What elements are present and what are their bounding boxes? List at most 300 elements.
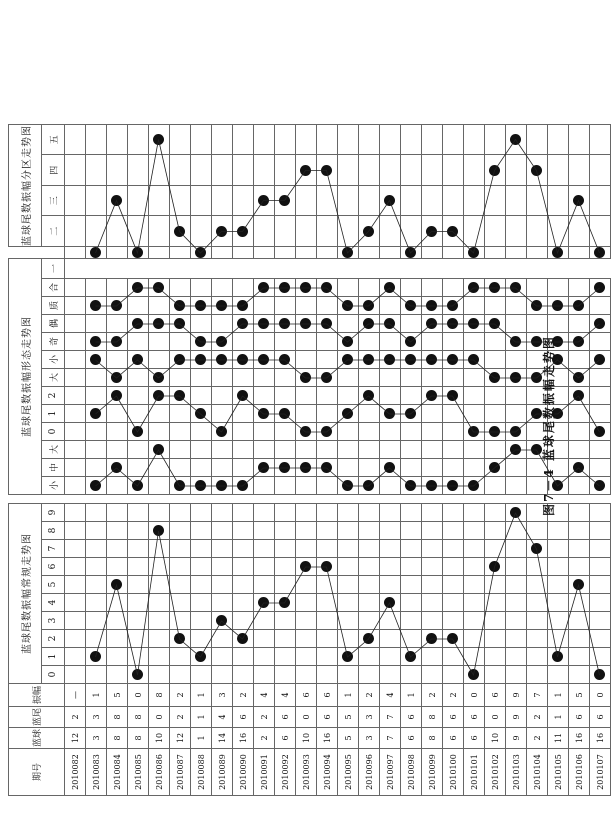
omission-cell (254, 630, 275, 648)
omission-cell (65, 540, 86, 558)
omission-cell (443, 612, 464, 630)
hit-dot (447, 354, 458, 365)
omission-cell (317, 612, 338, 630)
omission-cell (296, 576, 317, 594)
omission-cell (443, 648, 464, 666)
period-cell: 2010104 (527, 749, 548, 796)
table-row (443, 125, 464, 796)
omission-cell (401, 459, 422, 477)
omission-cell (506, 558, 527, 576)
omission-cell (380, 666, 401, 684)
omission-cell (380, 423, 401, 441)
gap-cell (212, 495, 233, 504)
figure-caption: 图7－4 蓝球尾数振幅走势图 (542, 335, 556, 516)
hit-mark (86, 648, 107, 666)
hit-mark (254, 186, 275, 217)
omission-cell (506, 315, 527, 333)
gap-cell (506, 259, 527, 279)
omission-cell (338, 666, 359, 684)
hit-dot (153, 444, 164, 455)
gap-cell (590, 259, 611, 279)
amplitude-cell: 8 (149, 684, 170, 707)
omission-cell (359, 186, 380, 217)
hit-mark (590, 351, 611, 369)
hit-dot (321, 318, 332, 329)
omission-cell (548, 279, 569, 297)
omission-cell (317, 247, 338, 259)
omission-cell (485, 333, 506, 351)
hit-mark (359, 351, 380, 369)
omission-cell (107, 216, 128, 247)
hit-dot (174, 390, 185, 401)
hit-mark (296, 558, 317, 576)
table-row (338, 125, 359, 796)
omission-cell (443, 279, 464, 297)
hit-dot (300, 561, 311, 572)
hit-mark (485, 423, 506, 441)
hit-mark (149, 315, 170, 333)
omission-cell (485, 594, 506, 612)
omission-cell (107, 594, 128, 612)
omission-cell (191, 125, 212, 156)
hit-dot (468, 480, 479, 491)
col-digit-9: 9 (42, 504, 65, 522)
hit-mark (380, 279, 401, 297)
omission-cell (212, 594, 233, 612)
hit-dot (258, 318, 269, 329)
omission-cell (485, 441, 506, 459)
omission-cell (548, 522, 569, 540)
omission-cell (506, 297, 527, 315)
tail-cell: 2 (527, 707, 548, 728)
hit-dot (132, 318, 143, 329)
hit-dot (342, 247, 353, 258)
omission-cell (548, 666, 569, 684)
omission-cell (86, 459, 107, 477)
omission-cell (485, 297, 506, 315)
omission-cell (317, 630, 338, 648)
period-cell: 2010089 (212, 749, 233, 796)
hit-dot (153, 282, 164, 293)
omission-cell (254, 423, 275, 441)
hit-dot (468, 669, 479, 680)
amplitude-cell: 4 (254, 684, 275, 707)
tail-cell: 8 (107, 707, 128, 728)
gap-cell (191, 495, 212, 504)
omission-cell (254, 648, 275, 666)
hit-dot (132, 247, 143, 258)
hit-dot (237, 390, 248, 401)
omission-cell (443, 405, 464, 423)
omission-cell (359, 612, 380, 630)
omission-cell (254, 540, 275, 558)
hit-dot (216, 615, 227, 626)
omission-cell (506, 477, 527, 495)
gap-cell (569, 259, 590, 279)
hit-dot (195, 651, 206, 662)
amplitude-header: 振幅 (9, 684, 65, 707)
period-cell: 2010084 (107, 749, 128, 796)
omission-cell (170, 504, 191, 522)
hit-mark (233, 630, 254, 648)
hit-dot (90, 354, 101, 365)
omission-cell (569, 648, 590, 666)
omission-cell (296, 648, 317, 666)
hit-mark (233, 477, 254, 495)
omission-cell (170, 540, 191, 558)
omission-cell (212, 558, 233, 576)
omission-cell (359, 576, 380, 594)
hit-mark (443, 216, 464, 247)
omission-cell (422, 522, 443, 540)
omission-cell (65, 477, 86, 495)
gap-cell (401, 259, 422, 279)
hit-mark (380, 459, 401, 477)
hit-dot (174, 633, 185, 644)
omission-cell (338, 387, 359, 405)
omission-cell (506, 594, 527, 612)
hit-mark (212, 477, 233, 495)
table-row (86, 125, 107, 796)
omission-cell (338, 522, 359, 540)
blue-cell: 16 (569, 728, 590, 749)
omission-cell (569, 477, 590, 495)
hit-dot (237, 480, 248, 491)
hit-dot (594, 426, 605, 437)
hit-dot (405, 300, 416, 311)
omission-cell (464, 333, 485, 351)
blue-cell: 9 (506, 728, 527, 749)
gap-cell (380, 259, 401, 279)
hit-mark (275, 315, 296, 333)
omission-cell (506, 186, 527, 217)
table-row (464, 125, 485, 796)
table-row (380, 125, 401, 796)
hit-dot (174, 226, 185, 237)
hit-dot (552, 651, 563, 662)
omission-cell (128, 558, 149, 576)
hit-dot (426, 480, 437, 491)
omission-cell (233, 441, 254, 459)
hit-dot (279, 282, 290, 293)
omission-cell (233, 333, 254, 351)
hit-mark (464, 477, 485, 495)
omission-cell (443, 459, 464, 477)
omission-cell (590, 186, 611, 217)
hit-dot (468, 318, 479, 329)
gap-cell (569, 495, 590, 504)
hit-mark (191, 247, 212, 259)
hit-mark (149, 279, 170, 297)
omission-cell (527, 522, 548, 540)
tail-cell: 1 (191, 707, 212, 728)
hit-dot (468, 282, 479, 293)
omission-cell (86, 522, 107, 540)
omission-cell (422, 666, 443, 684)
tail-cell: 6 (569, 707, 590, 728)
gap-cell (65, 495, 86, 504)
hit-dot (321, 282, 332, 293)
hit-dot (573, 390, 584, 401)
hit-dot (405, 480, 416, 491)
omission-cell (380, 648, 401, 666)
amplitude-cell: 1 (548, 684, 569, 707)
hit-mark (191, 477, 212, 495)
amplitude-cell: 2 (422, 684, 443, 707)
gap-cell (107, 495, 128, 504)
omission-cell (296, 522, 317, 540)
hit-dot (300, 462, 311, 473)
omission-cell (338, 315, 359, 333)
hit-dot (384, 318, 395, 329)
hit-dot (594, 669, 605, 680)
hit-dot (258, 354, 269, 365)
omission-cell (86, 540, 107, 558)
col-digit-3: 3 (42, 612, 65, 630)
omission-cell (275, 522, 296, 540)
hit-mark (506, 125, 527, 156)
hit-dot (111, 300, 122, 311)
omission-cell (128, 648, 149, 666)
omission-cell (380, 155, 401, 186)
hit-mark (401, 333, 422, 351)
omission-cell (296, 297, 317, 315)
omission-cell (443, 540, 464, 558)
tail-cell: 4 (212, 707, 233, 728)
hit-mark (506, 333, 527, 351)
hit-dot (90, 247, 101, 258)
omission-cell (128, 186, 149, 217)
omission-cell (212, 576, 233, 594)
gap-cell (233, 259, 254, 279)
omission-cell (506, 405, 527, 423)
hit-mark (464, 423, 485, 441)
omission-cell (359, 594, 380, 612)
hit-mark (380, 351, 401, 369)
tail-cell: 2 (65, 707, 86, 728)
omission-cell (485, 522, 506, 540)
gap-cell (86, 495, 107, 504)
omission-cell (485, 666, 506, 684)
hit-mark (296, 369, 317, 387)
hit-mark (233, 216, 254, 247)
hit-mark (296, 279, 317, 297)
hit-dot (573, 579, 584, 590)
hit-dot (384, 354, 395, 365)
tail-cell: 3 (359, 707, 380, 728)
gap-cell (254, 259, 275, 279)
omission-cell (233, 612, 254, 630)
hit-dot (174, 480, 185, 491)
omission-cell (149, 477, 170, 495)
hit-dot (594, 247, 605, 258)
hit-dot (132, 282, 143, 293)
hit-dot (153, 134, 164, 145)
omission-cell (128, 504, 149, 522)
omission-cell (443, 504, 464, 522)
omission-cell (317, 441, 338, 459)
omission-cell (296, 216, 317, 247)
hit-dot (153, 525, 164, 536)
omission-cell (464, 297, 485, 315)
col-zone-3: 四 (42, 155, 65, 186)
hit-dot (363, 480, 374, 491)
gap-cell (149, 495, 170, 504)
col-oddeven-0: 奇 (42, 333, 65, 351)
hit-mark (548, 297, 569, 315)
omission-cell (527, 576, 548, 594)
col-primecomp-0: 质 (42, 297, 65, 315)
blue-cell: 2 (254, 728, 275, 749)
omission-cell (359, 155, 380, 186)
hit-mark (338, 333, 359, 351)
omission-cell (86, 558, 107, 576)
hit-dot (405, 651, 416, 662)
omission-cell (422, 648, 443, 666)
omission-cell (422, 155, 443, 186)
tail-cell: 6 (275, 707, 296, 728)
omission-cell (506, 216, 527, 247)
hit-mark (506, 369, 527, 387)
hit-mark (590, 247, 611, 259)
omission-cell (107, 522, 128, 540)
omission-cell (569, 315, 590, 333)
omission-cell (86, 387, 107, 405)
hit-mark (296, 459, 317, 477)
gap-cell (485, 495, 506, 504)
hit-dot (237, 300, 248, 311)
omission-cell (191, 459, 212, 477)
omission-cell (275, 576, 296, 594)
omission-cell (506, 648, 527, 666)
hit-mark (296, 155, 317, 186)
blue-cell: 10 (485, 728, 506, 749)
hit-dot (258, 408, 269, 419)
hit-mark (275, 186, 296, 217)
hit-dot (216, 336, 227, 347)
omission-cell (212, 630, 233, 648)
hit-dot (279, 195, 290, 206)
omission-cell (317, 186, 338, 217)
omission-cell (233, 540, 254, 558)
omission-cell (107, 351, 128, 369)
amplitude-cell: 1 (86, 684, 107, 707)
hit-mark (359, 630, 380, 648)
omission-cell (359, 423, 380, 441)
omission-cell (296, 630, 317, 648)
amplitude-cell: 9 (506, 684, 527, 707)
omission-cell (254, 333, 275, 351)
omission-cell (191, 387, 212, 405)
hit-mark (485, 279, 506, 297)
omission-cell (65, 441, 86, 459)
hit-dot (90, 300, 101, 311)
omission-cell (338, 125, 359, 156)
hit-dot (342, 651, 353, 662)
omission-cell (506, 666, 527, 684)
table-row (317, 125, 338, 796)
omission-cell (590, 155, 611, 186)
table-row (359, 125, 380, 796)
omission-cell (233, 576, 254, 594)
omission-cell (401, 369, 422, 387)
omission-cell (296, 186, 317, 217)
omission-cell (191, 441, 212, 459)
omission-cell (569, 612, 590, 630)
omission-cell (401, 594, 422, 612)
omission-cell (485, 405, 506, 423)
omission-cell (527, 216, 548, 247)
omission-cell (296, 666, 317, 684)
gap-cell (212, 259, 233, 279)
gap-cell (86, 259, 107, 279)
hit-dot (363, 390, 374, 401)
omission-cell (254, 612, 275, 630)
hit-mark (254, 315, 275, 333)
table-row (590, 125, 611, 796)
hit-mark (590, 315, 611, 333)
hit-mark (338, 648, 359, 666)
hit-mark (296, 423, 317, 441)
hit-dot (510, 426, 521, 437)
omission-cell (422, 540, 443, 558)
blue-cell: 11 (548, 728, 569, 749)
amplitude-cell: 6 (485, 684, 506, 707)
hit-dot (510, 372, 521, 383)
omission-cell (149, 630, 170, 648)
hit-dot (195, 480, 206, 491)
omission-cell (422, 612, 443, 630)
hit-mark (527, 540, 548, 558)
omission-cell (107, 155, 128, 186)
hit-mark (275, 351, 296, 369)
omission-cell (296, 387, 317, 405)
omission-cell (86, 279, 107, 297)
hit-dot (531, 543, 542, 554)
hit-mark (506, 504, 527, 522)
omission-cell (569, 125, 590, 156)
hit-dot (216, 426, 227, 437)
omission-cell (191, 558, 212, 576)
omission-cell (401, 540, 422, 558)
omission-cell (317, 666, 338, 684)
omission-cell (233, 405, 254, 423)
omission-cell (464, 155, 485, 186)
hit-dot (132, 354, 143, 365)
period-cell: 2010102 (485, 749, 506, 796)
omission-cell (443, 247, 464, 259)
hit-mark (170, 315, 191, 333)
omission-cell (443, 333, 464, 351)
hit-mark (422, 297, 443, 315)
hit-dot (510, 336, 521, 347)
hit-mark (149, 522, 170, 540)
hit-mark (191, 405, 212, 423)
omission-cell (443, 522, 464, 540)
omission-cell (569, 423, 590, 441)
hit-dot (489, 426, 500, 437)
amplitude-cell: — (65, 684, 86, 707)
omission-cell (443, 576, 464, 594)
tail-cell: 6 (233, 707, 254, 728)
amplitude-cell: 3 (212, 684, 233, 707)
hit-mark (107, 459, 128, 477)
table-row (149, 125, 170, 796)
omission-cell (401, 125, 422, 156)
col-primecomp-1: 合 (42, 279, 65, 297)
omission-cell (464, 648, 485, 666)
omission-cell (212, 247, 233, 259)
